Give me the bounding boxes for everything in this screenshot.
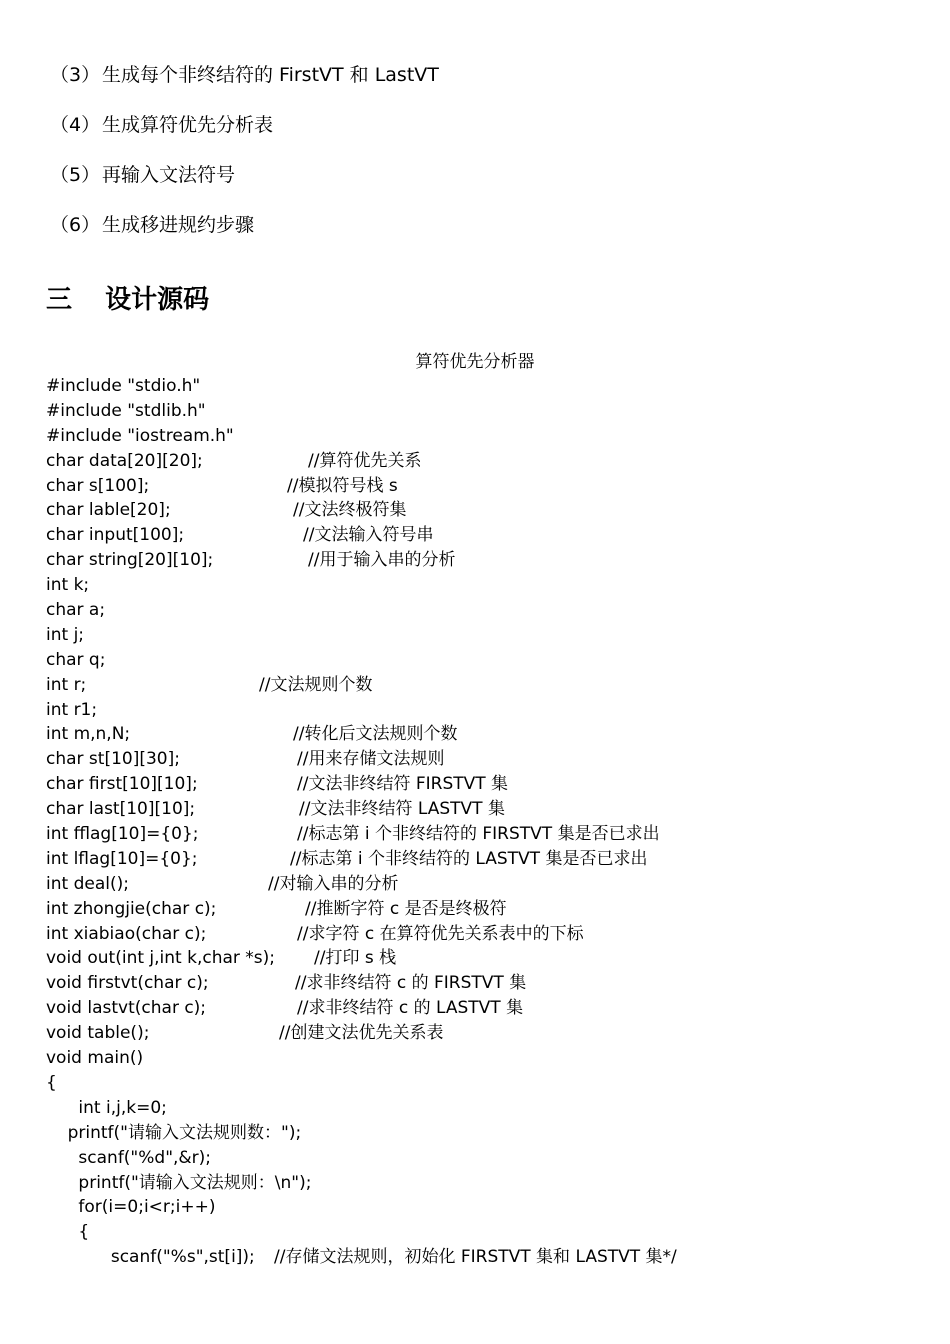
step-text: 生成移进规约步骤 (102, 214, 255, 236)
code-text: char a; (46, 600, 106, 621)
code-line (46, 648, 311, 673)
code-line (46, 897, 507, 922)
code-comment: //文法终极符集 (293, 500, 407, 521)
code-line (46, 1220, 311, 1245)
code-text: int fflag[10]={0}; (46, 824, 199, 845)
code-comment: //文法规则个数 (259, 674, 373, 695)
code-comment: //文法非终结符 FIRSTVT 集 (297, 774, 509, 795)
code-line (46, 946, 397, 971)
code-comment: //求非终结符 c 的 LASTVT 集 (297, 998, 524, 1019)
code-line (46, 698, 311, 723)
code-line (46, 598, 311, 623)
step-item (50, 60, 439, 110)
code-line (46, 1046, 311, 1071)
step-item (50, 210, 439, 260)
code-text: int r1; (46, 699, 98, 720)
code-line (46, 847, 648, 872)
code-text: { (46, 1072, 57, 1093)
code-comment: //标志第 i 个非终结符的 LASTVT 集是否已求出 (290, 848, 648, 869)
code-text: printf("请输入文法规则：\n"); (46, 1172, 312, 1193)
code-text: printf("请输入文法规则数："); (46, 1122, 302, 1143)
code-text: int m,n,N; (46, 724, 131, 745)
step-text: 生成每个非终结符的 FirstVT 和 LastVT (102, 64, 439, 86)
code-line (46, 872, 399, 897)
code-line (46, 996, 524, 1021)
code-line (46, 922, 584, 947)
code-text: char input[100]; (46, 525, 185, 546)
section-title-text: 设计源码 (105, 285, 210, 315)
code-text: char st[10][30]; (46, 749, 180, 770)
code-text: int i,j,k=0; (46, 1097, 167, 1118)
code-line (46, 1071, 311, 1096)
code-comment: //模拟符号栈 s (287, 475, 398, 496)
code-line (46, 523, 434, 548)
code-text: for(i=0;i<r;i++) (46, 1197, 216, 1218)
code-line (46, 399, 311, 424)
code-comment: //打印 s 栈 (314, 948, 397, 969)
code-line (46, 424, 311, 449)
section-number: 三 (46, 285, 73, 315)
section-heading (46, 282, 209, 318)
code-text: void firstvt(char c); (46, 973, 209, 994)
code-text: scanf("%d",&r); (46, 1147, 212, 1168)
code-comment: //存储文法规则，初始化 FIRSTVT 集和 LASTVT 集*/ (274, 1247, 677, 1268)
code-comment: //标志第 i 个非终结符的 FIRSTVT 集是否已求出 (297, 824, 660, 845)
code-text: void lastvt(char c); (46, 998, 207, 1019)
code-comment: //用来存储文法规则 (297, 749, 445, 770)
code-text: int xiabiao(char c); (46, 923, 207, 944)
step-list (50, 60, 439, 260)
code-comment: //转化后文法规则个数 (293, 724, 458, 745)
code-text: scanf("%s",st[i]); (46, 1247, 255, 1268)
code-text: char q; (46, 649, 106, 670)
step-text: 再输入文法符号 (102, 164, 236, 186)
code-line (46, 747, 445, 772)
source-code-block (46, 374, 677, 1270)
step-number: （5） (50, 164, 101, 186)
code-line (46, 1021, 444, 1046)
code-comment: //求非终结符 c 的 FIRSTVT 集 (295, 973, 527, 994)
code-text: #include "stdlib.h" (46, 400, 206, 421)
code-line (46, 1121, 311, 1146)
code-text: int r; (46, 674, 87, 695)
step-number: （4） (50, 114, 101, 136)
code-line (46, 374, 311, 399)
step-item (50, 160, 439, 210)
code-comment: //文法非终结符 LASTVT 集 (299, 799, 505, 820)
code-line (46, 1096, 311, 1121)
code-comment: //算符优先关系 (308, 450, 422, 471)
code-line (46, 1146, 311, 1171)
code-line (46, 498, 407, 523)
code-line (46, 623, 311, 648)
code-text: int j; (46, 624, 85, 645)
code-text: int deal(); (46, 873, 129, 894)
code-text: int k; (46, 575, 90, 596)
code-text: int lflag[10]={0}; (46, 848, 198, 869)
step-item (50, 110, 439, 160)
step-number: （3） (50, 64, 101, 86)
code-text: char data[20][20]; (46, 450, 203, 471)
code-text: char s[100]; (46, 475, 150, 496)
code-line (46, 449, 422, 474)
code-line (46, 1245, 677, 1270)
code-text: char last[10][10]; (46, 799, 196, 820)
code-comment: //求字符 c 在算符优先关系表中的下标 (297, 923, 584, 944)
code-line (46, 772, 509, 797)
code-line (46, 673, 373, 698)
code-title: 算符优先分析器 (415, 352, 535, 372)
step-number: （6） (50, 214, 101, 236)
code-comment: //文法输入符号串 (303, 525, 434, 546)
code-comment: //创建文法优先关系表 (279, 1023, 444, 1044)
code-line (46, 1171, 311, 1196)
code-text: void table(); (46, 1023, 150, 1044)
code-comment: //用于输入串的分析 (308, 550, 456, 571)
code-line (46, 1195, 311, 1220)
code-text: char lable[20]; (46, 500, 171, 521)
code-line (46, 548, 456, 573)
code-text: char string[20][10]; (46, 550, 214, 571)
code-text: #include "iostream.h" (46, 425, 234, 446)
step-text: 生成算符优先分析表 (102, 114, 274, 136)
code-line (46, 797, 505, 822)
code-line (46, 722, 458, 747)
code-line (46, 573, 311, 598)
code-comment: //推断字符 c 是否是终极符 (305, 898, 507, 919)
code-text: void main() (46, 1048, 144, 1069)
code-text: #include "stdio.h" (46, 376, 201, 396)
code-text: { (46, 1222, 90, 1243)
code-text: void out(int j,int k,char *s); (46, 948, 276, 969)
code-comment: //对输入串的分析 (268, 873, 399, 894)
code-line (46, 971, 527, 996)
code-line (46, 474, 398, 499)
code-text: char first[10][10]; (46, 774, 198, 795)
code-line (46, 822, 660, 847)
code-text: int zhongjie(char c); (46, 898, 217, 919)
